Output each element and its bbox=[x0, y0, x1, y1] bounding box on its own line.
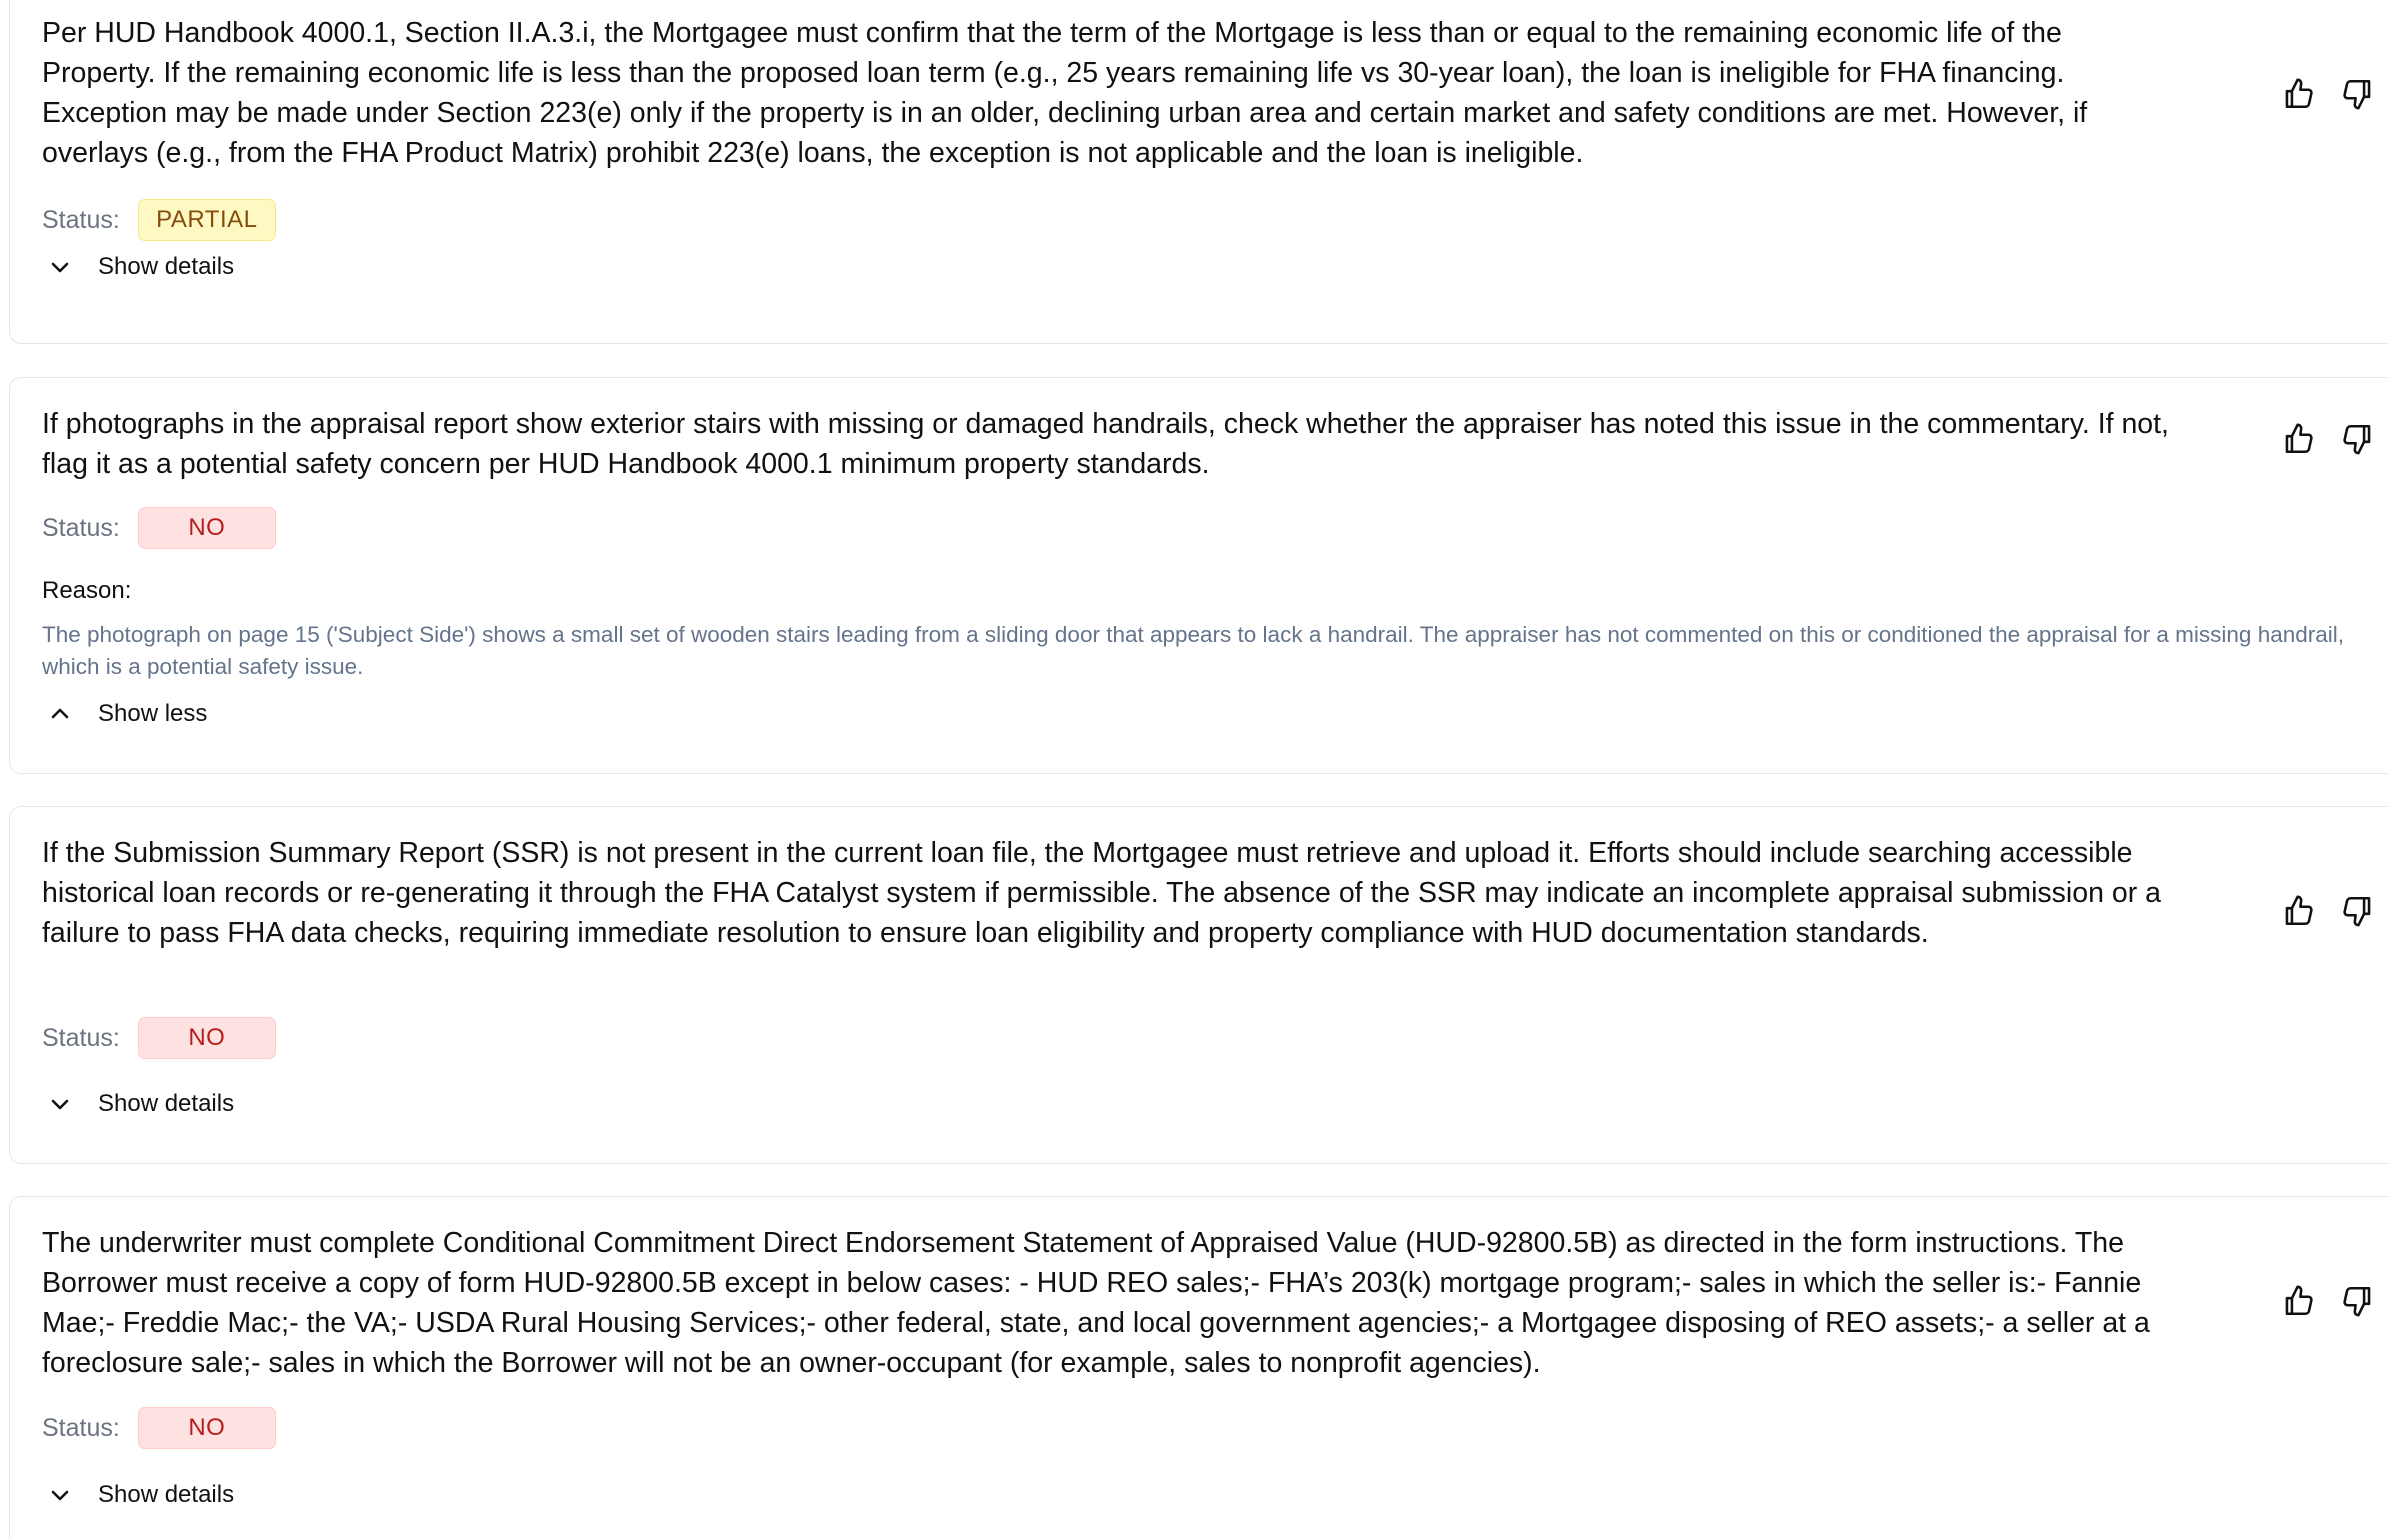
thumbs-down-icon bbox=[2340, 894, 2374, 928]
status-badge: NO bbox=[138, 1017, 276, 1059]
chevron-down-icon bbox=[48, 255, 72, 279]
status-label: Status: bbox=[42, 1413, 120, 1442]
feedback-buttons bbox=[2280, 892, 2376, 930]
thumbs-down-button[interactable] bbox=[2338, 1282, 2376, 1320]
show-details-toggle[interactable] bbox=[48, 1090, 234, 1118]
status-label: Status: bbox=[42, 205, 120, 234]
finding-rule-text: Per HUD Handbook 4000.1, Section II.A.3.i, the Mortgagee must confirm that the term of the Mortgage is less than or equal to the remaining economic life of the Property. If the remaining economic life is less than the proposed loan term (e.g., 25 years remaining life vs 30-year loan), the loan is ineligible for FHA financing. Exception may be made under Section 223(e) only if the property is in an older, declining urban area and certain market and safety conditions are met. However, if overlays (e.g., from the FHA Product Matrix) prohibit 223(e) loans, the exception is not applicable and the loan is ineligible. bbox=[42, 17, 2088, 169]
thumbs-down-icon bbox=[2340, 1284, 2374, 1318]
thumbs-up-button[interactable] bbox=[2280, 75, 2318, 113]
show-details-label: Show details bbox=[98, 1090, 235, 1117]
feedback-buttons bbox=[2280, 1282, 2376, 1320]
feedback-buttons bbox=[2280, 75, 2376, 113]
feedback-buttons bbox=[2280, 420, 2376, 458]
show-less-label: Show less bbox=[98, 700, 208, 727]
thumbs-up-icon bbox=[2282, 422, 2316, 456]
status-badge: PARTIAL bbox=[138, 199, 276, 241]
reason-title: Reason: bbox=[42, 577, 132, 604]
thumbs-down-icon bbox=[2340, 77, 2374, 111]
show-details-label: Show details bbox=[98, 1481, 235, 1508]
show-details-toggle[interactable] bbox=[48, 253, 234, 281]
finding-rule-text: The underwriter must complete Conditional Commitment Direct Endorsement Statement of Appraised Value (HUD-92800.5B) as directed in the form instructions. The Borrower must receive a copy of form HUD-92800.5B except in below cases: - HUD REO sales;- FHA’s 203(k) mortgage program;- sales in which the seller is:- Fannie Mae;- Freddie Mac;- the VA;- USDA Rural Housing Services;- other federal, state, and local government agencies;- a Mortgagee disposing of REO assets;- a seller at a foreclosure sale;- sales in which the Borrower will not be an owner-occupant (for example, sales to nonprofit agencies). bbox=[42, 1227, 2150, 1379]
thumbs-down-button[interactable] bbox=[2338, 420, 2376, 458]
status-label: Status: bbox=[42, 1023, 120, 1052]
status-row bbox=[42, 1017, 276, 1059]
chevron-up-icon bbox=[48, 702, 72, 726]
finding-card bbox=[9, 1196, 2388, 1538]
thumbs-down-button[interactable] bbox=[2338, 892, 2376, 930]
status-label: Status: bbox=[42, 513, 120, 542]
status-badge: NO bbox=[138, 507, 276, 549]
status-badge: NO bbox=[138, 1407, 276, 1449]
reason-text: The photograph on page 15 ('Subject Side') shows a small set of wooden stairs leading from a sliding door that appears to lack a handrail. The appraiser has not commented on this or conditioned the appraisal for a missing handrail, which is a potential safety issue. bbox=[42, 622, 2345, 679]
thumbs-up-icon bbox=[2282, 894, 2316, 928]
finding-card bbox=[9, 806, 2388, 1164]
show-details-toggle[interactable] bbox=[48, 1481, 234, 1509]
thumbs-down-button[interactable] bbox=[2338, 75, 2376, 113]
thumbs-down-icon bbox=[2340, 422, 2374, 456]
thumbs-up-icon bbox=[2282, 1284, 2316, 1318]
thumbs-up-icon bbox=[2282, 77, 2316, 111]
finding-card bbox=[9, 0, 2388, 344]
status-row bbox=[42, 1407, 276, 1449]
show-details-label: Show details bbox=[98, 253, 235, 280]
thumbs-up-button[interactable] bbox=[2280, 892, 2318, 930]
status-row bbox=[42, 507, 276, 549]
show-less-toggle[interactable] bbox=[48, 700, 207, 728]
chevron-down-icon bbox=[48, 1092, 72, 1116]
thumbs-up-button[interactable] bbox=[2280, 1282, 2318, 1320]
finding-card bbox=[9, 377, 2388, 774]
reason-section bbox=[42, 577, 2372, 683]
status-row bbox=[42, 199, 276, 241]
finding-rule-text: If the Submission Summary Report (SSR) is not present in the current loan file, the Mortgagee must retrieve and upload it. Efforts should include searching accessible historical loan records or re-generating it through the FHA Catalyst system if permissible. The absence of the SSR may indicate an incomplete appraisal submission or a failure to pass FHA data checks, requiring immediate resolution to ensure loan eligibility and property compliance with HUD documentation standards. bbox=[42, 837, 2161, 949]
finding-rule-text: If photographs in the appraisal report show exterior stairs with missing or damaged handrails, check whether the appraiser has noted this issue in the commentary. If not, flag it as a potential safety concern per HUD Handbook 4000.1 minimum property standards. bbox=[42, 408, 2169, 480]
thumbs-up-button[interactable] bbox=[2280, 420, 2318, 458]
chevron-down-icon bbox=[48, 1483, 72, 1507]
